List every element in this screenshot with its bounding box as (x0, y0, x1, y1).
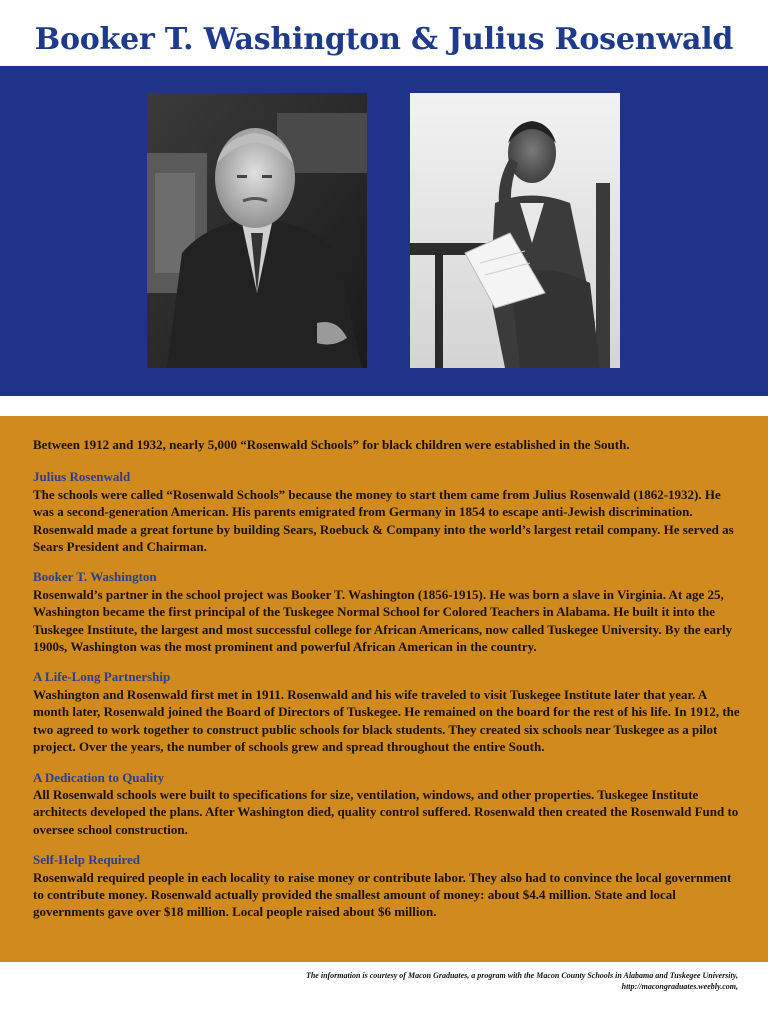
page-title: Booker T. Washington & Julius Rosenwald (34, 22, 734, 57)
footer-url: http://macongraduates.weebly.com, (621, 982, 738, 991)
portrait-photo-washington (410, 93, 620, 368)
section-heading: Julius Rosenwald (33, 469, 131, 485)
title-bar (0, 0, 768, 66)
intro-paragraph: Between 1912 and 1932, nearly 5,000 “Rosenwald Schools” for black children were established in the South. (33, 437, 630, 452)
section-heading: A Life-Long Partnership (33, 669, 171, 685)
footer-credit-line: The information is courtesy of Macon Graduates, a program with the Macon County Schools in Alabama and Tuskegee University, (305, 971, 738, 980)
section-heading: Booker T. Washington (33, 569, 157, 585)
section-text: Rosenwald required people in each locality to raise money or contribute labor. They also had to convince the local government to contribute money. Rosenwald actually provided the smallest amount of money: about $4.4 million. State and local governments gave over $18 million. Local people raised about $6 million. (33, 869, 732, 920)
photo-band (0, 66, 768, 396)
section-life-long-partnership (33, 668, 743, 755)
section-dedication-to-quality (33, 769, 743, 839)
section-text: Rosenwald’s partner in the school project was Booker T. Washington (1856-1915). He was born a slave in Virginia. At age 25, Washington became the first principal of the Tuskegee Normal School for Colored Teachers in Alabama. He built it into the Tuskegee Institute, the largest and most successful college for African Americans, now called Tuskegee University. By the early 1900s, Washington was the most prominent and powerful African American in the country. (33, 586, 733, 655)
section-text: All Rosenwald schools were built to specifications for size, ventilation, windows, and other properties. Tuskegee Institute architects developed the plans. After Washington died, quality control suffered. Rosenwald then created the Rosenwald Fund to oversee school construction. (33, 786, 739, 837)
text-column (33, 436, 743, 934)
separator (0, 396, 768, 416)
portrait-photo-rosenwald (147, 93, 367, 368)
portrait-photo-washington-icon (410, 93, 620, 368)
section-booker-t-washington (33, 568, 743, 655)
section-heading: A Dedication to Quality (33, 769, 165, 785)
portrait-photo-rosenwald-icon (147, 93, 367, 368)
footer-credit (38, 970, 738, 992)
section-self-help-required (33, 851, 743, 921)
section-heading: Self-Help Required (33, 852, 141, 868)
section-text: The schools were called “Rosenwald Schools” because the money to start them came from Julius Rosenwald (1862-1932). He was a second-generation American. His parents emigrated from Germany in 1854 to escape anti-Jewish discrimination. Rosenwald made a great fortune by building Sears, Roebuck & Company into the world’s largest retail company. He served as Sears President and Chairman. (33, 486, 734, 555)
content-panel (0, 416, 768, 962)
section-text: Washington and Rosenwald first met in 1911. Rosenwald and his wife traveled to visit Tuskegee Institute later that year. A month later, Rosenwald joined the Board of Directors of Tuskegee. He remained on the board for the rest of his life. In 1912, the two agreed to work together to construct public schools for black students. They created six schools near Tuskegee as a pilot project. Over the years, the number of schools grew and spread throughout the entire South. (33, 686, 740, 755)
section-julius-rosenwald (33, 468, 743, 555)
